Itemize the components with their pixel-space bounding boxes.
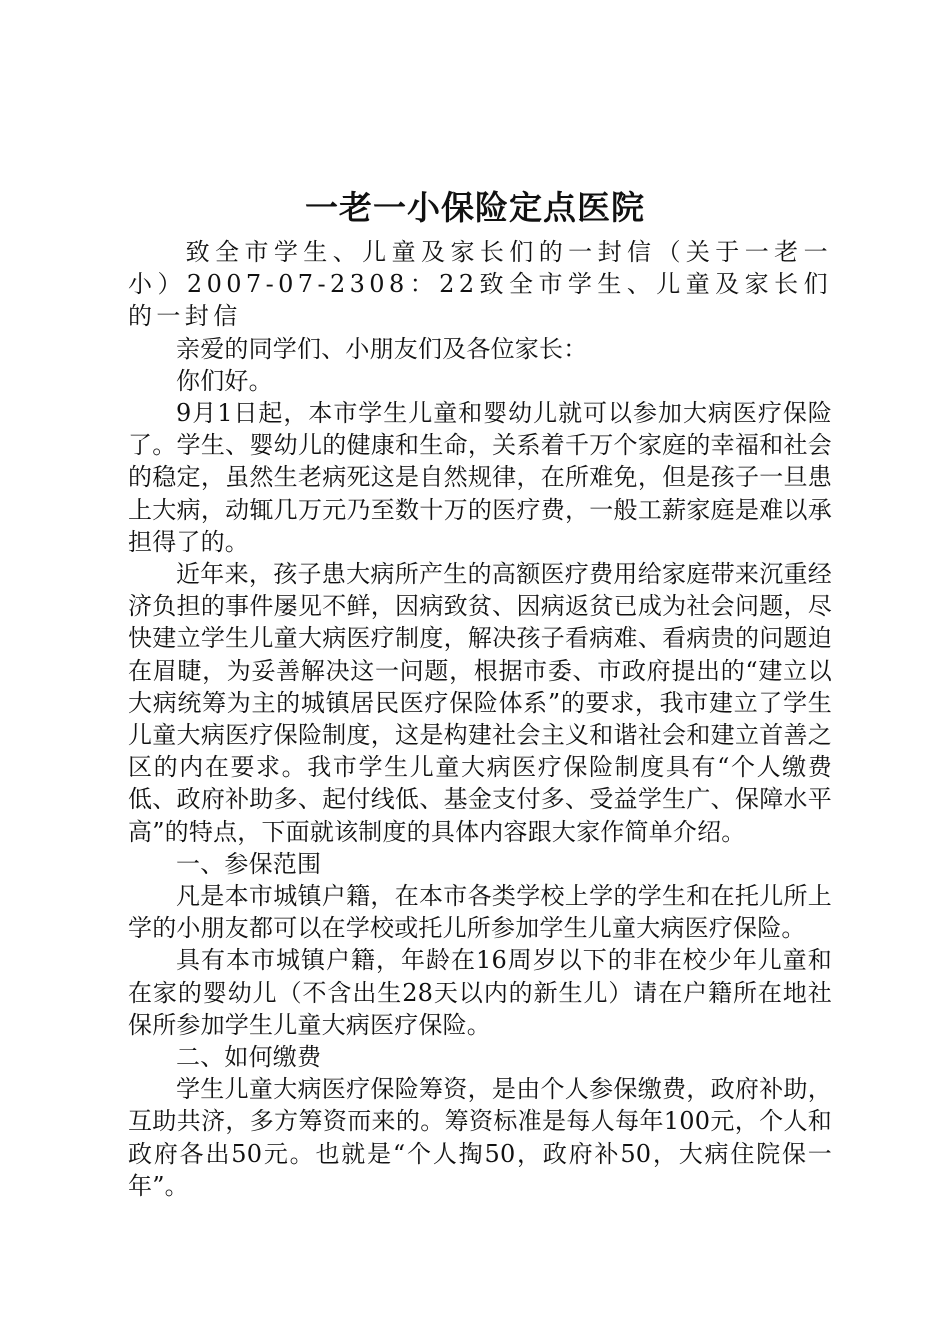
paragraph: 具有本市城镇户籍，年龄在16周岁以下的非在校少年儿童和在家的婴幼儿（不含出生28天以内的新生儿）请在户籍所在地社保所参加学生儿童大病医疗保险。	[128, 946, 832, 1039]
paragraph: 9月1日起，本市学生儿童和婴幼儿就可以参加大病医疗保险了。学生、婴幼儿的健康和生命，关系着千万个家庭的幸福和社会的稳定，虽然生老病死这是自然规律，在所难免，但是孩子一旦患上大病，动辄几万元乃至数十万的医疗费，一般工薪家庭是难以承担得了的。	[128, 399, 832, 556]
paragraph: 凡是本市城镇户籍，在本市各类学校上学的学生和在托儿所上学的小朋友都可以在学校或托儿所参加学生儿童大病医疗保险。	[128, 882, 832, 943]
document-title: 一老一小保险定点医院	[305, 188, 645, 227]
document-body	[128, 236, 832, 1202]
paragraph: 学生儿童大病医疗保险筹资，是由个人参保缴费，政府补助，互助共济，多方筹资而来的。筹资标准是每人每年100元，个人和政府各出50元。也就是“个人掏50，政府补50，大病住院保一年”。	[128, 1075, 832, 1200]
paragraph: 近年来，孩子患大病所产生的高额医疗费用给家庭带来沉重经济负担的事件屡见不鲜，因病致贫、因病返贫已成为社会问题，尽快建立学生儿童大病医疗制度，解决孩子看病难、看病贵的问题迫在眉睫，为妥善解决这一问题，根据市委、市政府提出的“建立以大病统筹为主的城镇居民医疗保险体系”的要求，我市建立了学生儿童大病医疗保险制度，这是构建社会主义和谐社会和建立首善之区的内在要求。我市学生儿童大病医疗保险制度具有“个人缴费低、政府补助多、起付线低、基金支付多、受益学生广、保障水平高”的特点，下面就该制度的具体内容跟大家作简单介绍。	[128, 560, 832, 846]
paragraph-intro: 致全市学生、儿童及家长们的一封信（关于一老一小）2007-07-2308：22致全市学生、儿童及家长们的一封信	[128, 238, 832, 331]
paragraph-salutation: 亲爱的同学们、小朋友们及各位家长：	[176, 334, 588, 363]
section-heading: 二、如何缴费	[176, 1043, 322, 1072]
paragraph-greeting: 你们好。	[176, 366, 273, 395]
section-heading: 一、参保范围	[176, 849, 322, 878]
